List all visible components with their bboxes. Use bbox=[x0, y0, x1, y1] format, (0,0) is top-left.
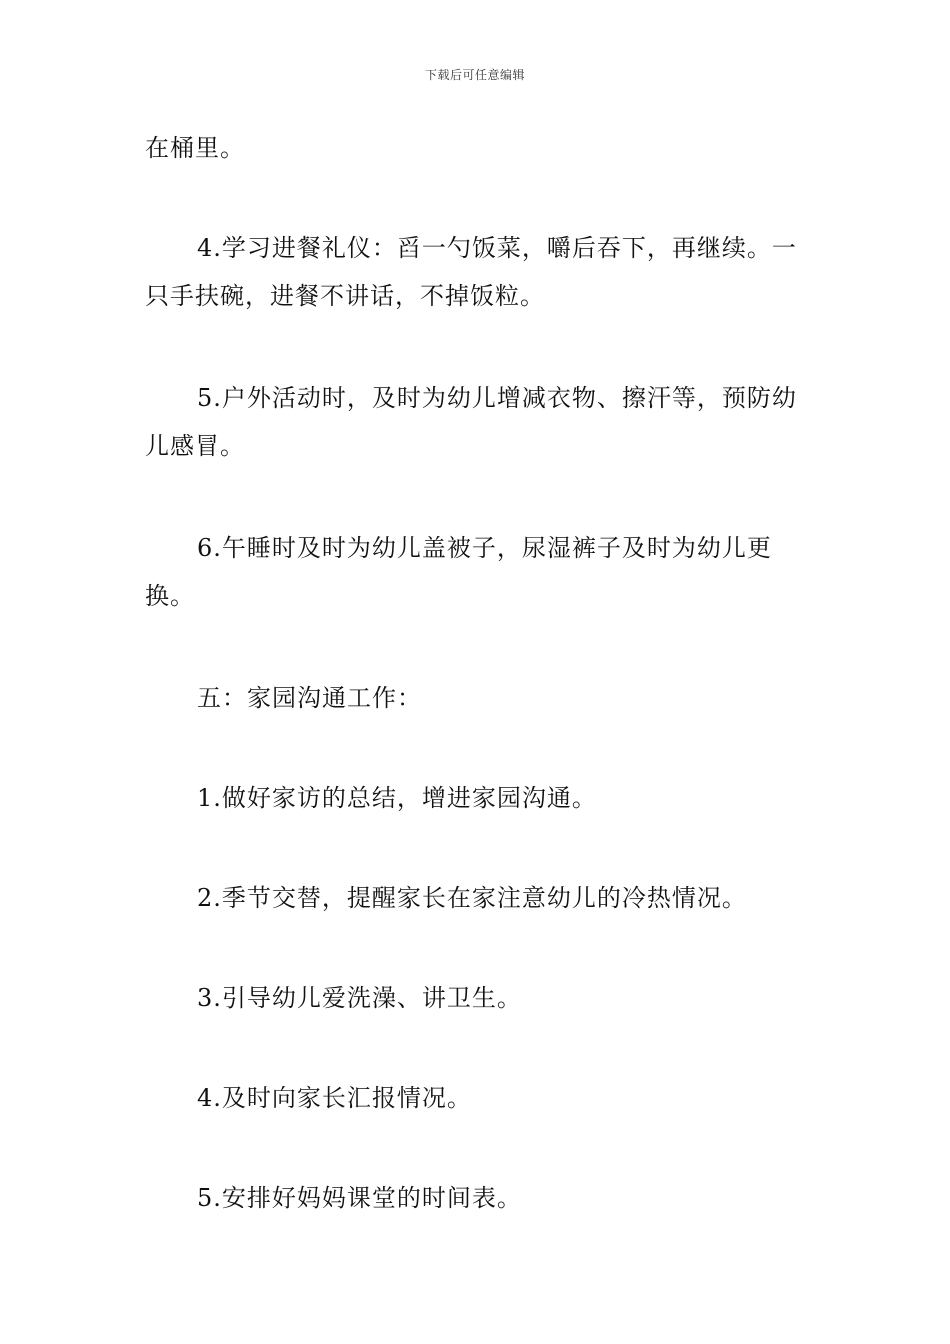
paragraph-nap-care: 6.午睡时及时为幼儿盖被子，尿湿裤子及时为幼儿更换。 bbox=[145, 534, 772, 610]
list-item-home-visit: 1.做好家访的总结，增进家园沟通。 bbox=[197, 784, 597, 812]
paragraph-meal-etiquette: 4.学习进餐礼仪：舀一勺饭菜，嚼后吞下，再继续。一只手扶碗，进餐不讲话，不掉饭粒。 bbox=[145, 234, 797, 310]
section-heading-home-school: 五：家园沟通工作： bbox=[197, 684, 422, 712]
paragraph-continuation: 在桶里。 bbox=[145, 134, 245, 162]
list-item-season-change: 2.季节交替，提醒家长在家注意幼儿的冷热情况。 bbox=[197, 884, 747, 912]
paragraph-outdoor-activity: 5.户外活动时，及时为幼儿增减衣物、擦汗等，预防幼儿感冒。 bbox=[145, 384, 797, 460]
list-item-report-parents: 4.及时向家长汇报情况。 bbox=[197, 1084, 472, 1112]
page-header: 下载后可任意编辑 bbox=[424, 68, 525, 82]
list-item-hygiene: 3.引导幼儿爱洗澡、讲卫生。 bbox=[197, 984, 522, 1012]
list-item-mom-class-schedule: 5.安排好妈妈课堂的时间表。 bbox=[197, 1184, 522, 1212]
